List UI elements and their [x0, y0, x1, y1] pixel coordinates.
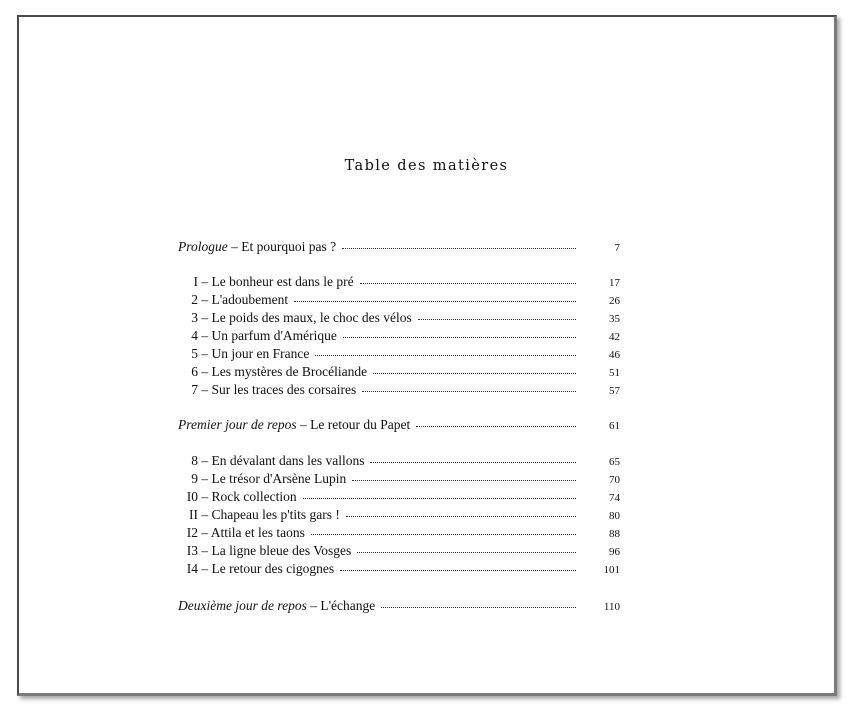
- entry-number: 4: [191, 328, 198, 343]
- toc-entry-14: [178, 561, 620, 579]
- entry-number: I4: [186, 561, 198, 576]
- entry-number: I: [193, 274, 198, 289]
- toc-title: Table des matières: [344, 158, 509, 174]
- entry-page: 51: [609, 367, 620, 379]
- entry-number: 7: [191, 382, 198, 397]
- dot-leader: [352, 479, 576, 481]
- dot-leader: [343, 336, 576, 338]
- toc-entry-7: [178, 382, 620, 400]
- entry-label: [178, 561, 334, 577]
- entry-text: – Le trésor d'Arsène Lupin: [198, 471, 347, 486]
- entry-page: 61: [609, 420, 620, 432]
- entry-page: 74: [609, 492, 620, 504]
- entry-text: – Le retour des cigognes: [198, 561, 335, 576]
- entry-label: [178, 543, 351, 559]
- dot-leader: [342, 247, 576, 249]
- entry-label: [178, 328, 337, 344]
- toc-entry-13: [178, 543, 620, 561]
- entry-label: [178, 310, 412, 326]
- dot-leader: [381, 606, 576, 608]
- toc-entry-8: [178, 453, 620, 471]
- dot-leader: [357, 551, 576, 553]
- entry-italic: Premier jour de repos: [178, 417, 297, 432]
- dot-leader: [370, 461, 576, 463]
- entry-text: – L'échange: [306, 598, 376, 613]
- toc-entry-6: [178, 364, 620, 382]
- toc-entry-12: [178, 525, 620, 543]
- document-page: [17, 15, 837, 696]
- entry-page: 17: [609, 277, 620, 289]
- dot-leader: [346, 515, 576, 517]
- entry-number: 3: [191, 310, 198, 325]
- entry-label: [178, 274, 354, 290]
- dot-leader: [360, 282, 576, 284]
- entry-number: 5: [191, 346, 198, 361]
- entry-page: 65: [609, 456, 620, 468]
- dot-leader: [340, 569, 576, 571]
- entry-text: – Le poids des maux, le choc des vélos: [198, 310, 412, 325]
- entry-italic: Prologue: [178, 239, 228, 254]
- dot-leader: [303, 497, 576, 499]
- toc-entry-3: [178, 310, 620, 328]
- entry-label: [178, 525, 305, 541]
- entry-number: 2: [191, 292, 198, 307]
- entry-page: 80: [609, 510, 620, 522]
- entry-number: 8: [191, 453, 198, 468]
- entry-label: [178, 364, 367, 380]
- entry-label: [178, 417, 410, 433]
- entry-label: [178, 292, 288, 308]
- toc-entry-11: [178, 507, 620, 525]
- entry-page: 42: [609, 331, 620, 343]
- entry-label: [178, 382, 356, 398]
- toc-entry-2: [178, 292, 620, 310]
- entry-page: 70: [609, 474, 620, 486]
- entry-label: [178, 239, 336, 255]
- entry-page: 26: [609, 295, 620, 307]
- dot-leader: [418, 318, 576, 320]
- dot-leader: [315, 354, 576, 356]
- entry-page: 35: [609, 313, 620, 325]
- entry-label: [178, 471, 346, 487]
- entry-text: – Attila et les taons: [198, 525, 305, 540]
- entry-text: – Chapeau les p'tits gars !: [198, 507, 340, 522]
- entry-label: [178, 598, 375, 614]
- entry-label: [178, 453, 364, 469]
- toc-entry-5: [178, 346, 620, 364]
- toc-entry-1: [178, 274, 620, 292]
- entry-text: – Le retour du Papet: [296, 417, 411, 432]
- entry-page: 7: [614, 242, 620, 254]
- entry-text: – En dévalant dans les vallons: [198, 453, 365, 468]
- entry-page: 96: [609, 546, 620, 558]
- toc-entry-10: [178, 489, 620, 507]
- entry-page: 110: [603, 601, 620, 613]
- entry-number: 9: [191, 471, 198, 486]
- entry-number: I0: [186, 489, 198, 504]
- toc-entry-prologue: [178, 239, 620, 257]
- dot-leader: [362, 390, 576, 392]
- entry-text: – L'adoubement: [198, 292, 289, 307]
- entry-text: – Les mystères de Brocéliande: [198, 364, 368, 379]
- entry-text: – Le bonheur est dans le pré: [198, 274, 354, 289]
- entry-page: 88: [609, 528, 620, 540]
- entry-label: [178, 346, 309, 362]
- entry-number: 6: [191, 364, 198, 379]
- entry-label: [178, 489, 297, 505]
- entry-label: [178, 507, 340, 523]
- entry-italic: Deuxième jour de repos: [178, 598, 307, 613]
- entry-text: – Un parfum d'Amérique: [198, 328, 337, 343]
- dot-leader: [373, 372, 576, 374]
- dot-leader: [311, 533, 576, 535]
- toc-entry-4: [178, 328, 620, 346]
- toc-entry-second-rest-day: [178, 598, 620, 616]
- dot-leader: [294, 300, 576, 302]
- entry-text: – Rock collection: [198, 489, 297, 504]
- entry-page: 101: [603, 564, 620, 576]
- dot-leader: [416, 425, 576, 427]
- entry-number: II: [189, 507, 198, 522]
- entry-text: – Et pourquoi pas ?: [227, 239, 337, 254]
- entry-number: I3: [186, 543, 198, 558]
- entry-page: 57: [609, 385, 620, 397]
- entry-page: 46: [609, 349, 620, 361]
- entry-text: – Un jour en France: [198, 346, 310, 361]
- toc-entry-9: [178, 471, 620, 489]
- entry-text: – La ligne bleue des Vosges: [198, 543, 352, 558]
- entry-text: – Sur les traces des corsaires: [198, 382, 357, 397]
- entry-number: I2: [186, 525, 198, 540]
- toc-entry-first-rest-day: [178, 417, 620, 435]
